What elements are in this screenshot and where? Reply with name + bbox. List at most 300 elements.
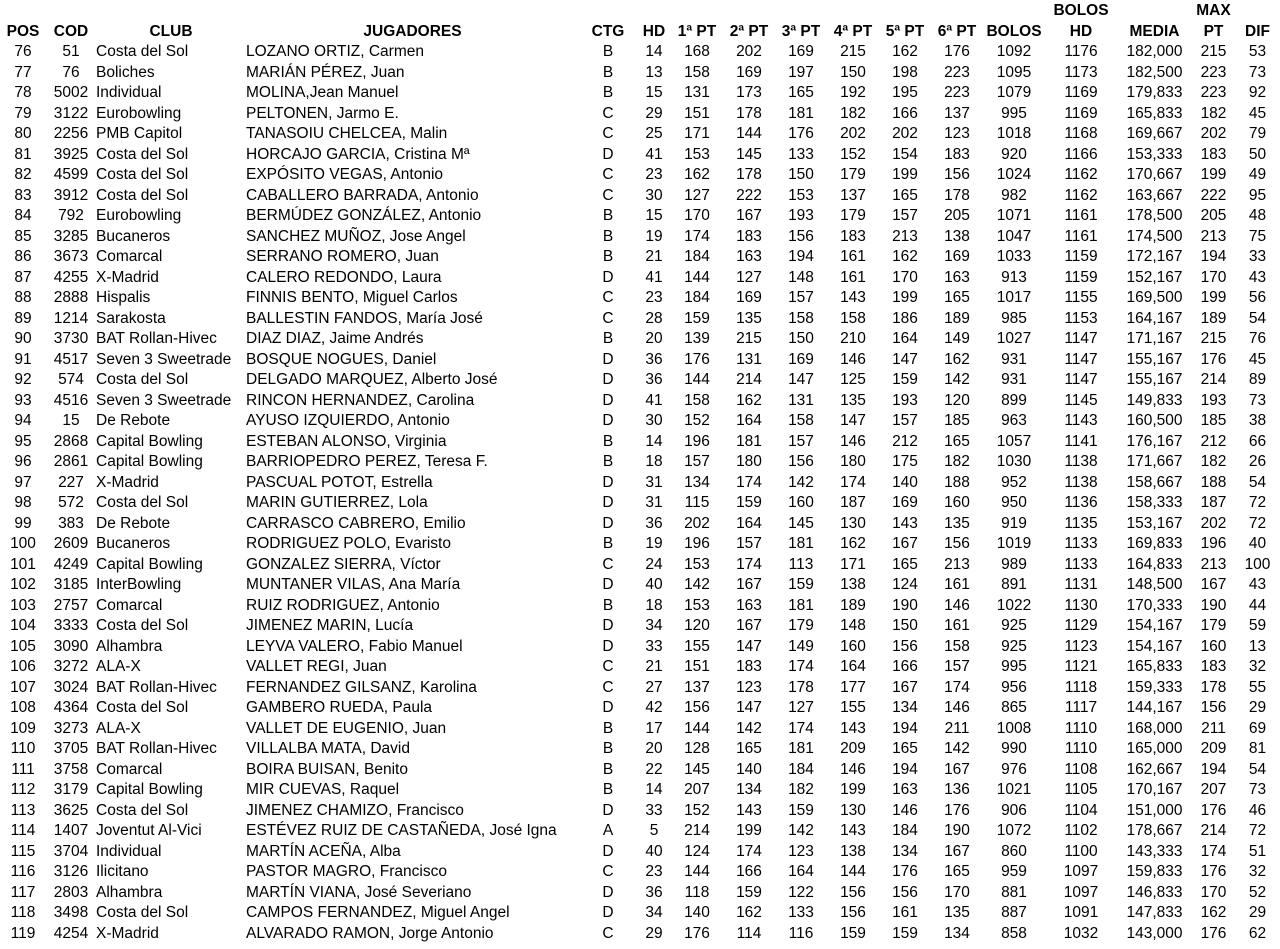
cell-jugador: JIMENEZ CHAMIZO, Francisco	[246, 801, 464, 819]
cell-club: Capital Bowling	[96, 555, 203, 573]
cell-club: Seven 3 Sweetrade	[96, 350, 232, 368]
cell-pt3: 142	[788, 822, 814, 839]
table-row	[0, 719, 1280, 740]
cell-club: Costa del Sol	[96, 186, 189, 204]
cell-pos: 80	[14, 125, 32, 142]
cell-club: BAT Rollan-Hivec	[96, 330, 217, 347]
cell-pos: 116	[10, 863, 36, 880]
cell-bolos: 1018	[996, 125, 1032, 142]
cell-pt1: 159	[684, 309, 710, 327]
cell-club: Alhambra	[96, 883, 163, 901]
cell-media: 182,000	[1126, 43, 1183, 60]
cell-max-pt: 170	[1200, 268, 1227, 286]
cell-dif: 40	[1248, 535, 1267, 552]
cell-pt4: 158	[840, 309, 866, 327]
cell-pt2: 181	[736, 432, 762, 450]
cell-pt4: 161	[840, 248, 866, 265]
cell-pt3: 123	[788, 842, 814, 860]
cell-pt5: 199	[892, 166, 918, 183]
cell-bolos: 891	[1001, 576, 1027, 593]
cell-club: Costa del Sol	[96, 494, 189, 511]
cell-pt2: 159	[736, 883, 762, 901]
cell-jugador: CAMPOS FERNANDEZ, Miguel Angel	[246, 904, 510, 921]
cell-pt1: 118	[684, 883, 710, 901]
cell-jugador: GAMBERO RUEDA, Paula	[246, 699, 433, 716]
cell-ctg: B	[602, 84, 614, 101]
cell-media: 146,833	[1126, 883, 1183, 901]
cell-pt2: 174	[736, 842, 762, 860]
cell-ctg: B	[602, 535, 614, 552]
cell-jugador: SERRANO ROMERO, Juan	[246, 248, 439, 265]
cell-ctg: D	[602, 883, 614, 901]
cell-cod: 572	[58, 494, 84, 511]
cell-max-pt: 190	[1200, 596, 1227, 614]
cell-pt1: 196	[684, 535, 710, 552]
cell-pt2: 142	[736, 719, 762, 737]
cell-bolos: 925	[1001, 637, 1027, 655]
cell-pt2: 163	[736, 596, 762, 614]
cell-jugador: BARRIOPEDRO PEREZ, Teresa F.	[246, 453, 488, 470]
cell-media: 151,000	[1126, 801, 1183, 819]
cell-pt6: 165	[944, 289, 970, 306]
cell-pt4: 171	[840, 555, 866, 573]
cell-club: Costa del Sol	[96, 145, 189, 163]
cell-jugador: ESTEBAN ALONSO, Virginia	[246, 432, 447, 450]
cell-pos: 88	[14, 289, 32, 306]
cell-pt5: 169	[892, 494, 918, 511]
cell-jugador: LOZANO ORTIZ, Carmen	[246, 43, 424, 60]
cell-max-pt: 196	[1200, 535, 1227, 552]
cell-pt4: 155	[840, 699, 866, 716]
cell-pt1: 171	[684, 125, 710, 142]
table-row	[0, 268, 1280, 289]
cell-pt4: 152	[840, 145, 866, 163]
cell-max-pt: 214	[1200, 371, 1227, 388]
cell-pt5: 154	[892, 145, 918, 163]
cell-pt4: 130	[840, 514, 866, 532]
cell-dif: 32	[1248, 863, 1267, 880]
cell-ctg: B	[602, 740, 614, 757]
cell-pt1: 158	[684, 391, 710, 409]
cell-dif: 29	[1248, 904, 1267, 921]
cell-cod: 2609	[53, 535, 89, 552]
cell-pt5: 176	[892, 863, 918, 880]
cell-pt6: 161	[944, 576, 970, 593]
cell-ctg: C	[602, 924, 614, 942]
cell-hd: 41	[645, 391, 663, 409]
cell-pt2: 167	[736, 617, 762, 634]
cell-pt3: 149	[788, 637, 814, 655]
cell-jugador: MARTÍN VIANA, José Severiano	[246, 883, 472, 901]
cell-pt4: 135	[840, 391, 866, 409]
cell-pt3: 181	[788, 596, 814, 614]
cell-pt1: 153	[684, 555, 710, 573]
header-max-bottom: PT	[1203, 23, 1224, 40]
cell-media: 169,667	[1126, 125, 1183, 142]
cell-pt4: 143	[840, 822, 866, 839]
cell-max-pt: 176	[1200, 350, 1227, 368]
cell-media: 168,000	[1126, 719, 1183, 737]
cell-ctg: D	[602, 699, 614, 716]
cell-jugador: CALERO REDONDO, Laura	[246, 268, 442, 286]
cell-max-pt: 174	[1200, 842, 1227, 860]
cell-media: 171,167	[1126, 330, 1183, 347]
cell-pt1: 145	[684, 760, 710, 778]
cell-bolos: 925	[1001, 617, 1027, 634]
cell-max-pt: 170	[1200, 883, 1227, 901]
cell-ctg: C	[602, 186, 614, 204]
cell-pt3: 164	[788, 863, 814, 880]
cell-pos: 78	[14, 84, 32, 101]
cell-max-pt: 182	[1200, 453, 1227, 470]
cell-dif: 100	[1244, 555, 1271, 573]
cell-bolos: 920	[1001, 145, 1027, 163]
cell-bolos: 919	[1001, 514, 1027, 532]
cell-bolos-hd: 1123	[1064, 637, 1098, 655]
cell-dif: 33	[1248, 248, 1267, 265]
cell-pos: 102	[10, 576, 36, 593]
cell-pos: 109	[10, 719, 36, 737]
cell-cod: 4254	[53, 924, 89, 942]
cell-bolos-hd: 1118	[1064, 678, 1098, 696]
cell-pos: 85	[14, 227, 32, 245]
cell-pt5: 157	[892, 207, 918, 224]
cell-jugador: AYUSO IZQUIERDO, Antonio	[246, 412, 450, 429]
cell-hd: 14	[645, 43, 663, 60]
cell-pt5: 159	[892, 924, 918, 942]
cell-bolos-hd: 1153	[1064, 309, 1098, 327]
cell-pt6: 178	[944, 186, 970, 204]
cell-media: 169,833	[1126, 535, 1183, 552]
cell-dif: 26	[1248, 453, 1267, 470]
cell-pt1: 162	[684, 166, 710, 183]
cell-pt3: 178	[788, 678, 814, 696]
cell-pt3: 160	[788, 494, 814, 511]
header-pt3: 3ª PT	[781, 23, 821, 40]
cell-bolos-hd: 1147	[1064, 330, 1098, 347]
cell-media: 172,167	[1126, 248, 1183, 265]
cell-hd: 19	[645, 227, 663, 245]
cell-ctg: D	[602, 268, 614, 286]
cell-pt3: 156	[788, 227, 814, 245]
cell-pt2: 147	[736, 637, 762, 655]
cell-bolos-hd: 1133	[1064, 555, 1098, 573]
cell-ctg: D	[602, 145, 614, 163]
cell-pt5: 190	[892, 596, 918, 614]
cell-pt1: 176	[684, 350, 710, 368]
table-row	[0, 350, 1280, 371]
cell-pos: 76	[14, 43, 32, 60]
header-dif: DIF	[1245, 23, 1270, 40]
cell-pt2: 157	[736, 535, 762, 552]
cell-club: Sarakosta	[96, 309, 166, 327]
cell-hd: 23	[645, 289, 663, 306]
cell-pt5: 162	[892, 43, 918, 60]
cell-ctg: B	[602, 453, 614, 470]
cell-club: InterBowling	[96, 576, 182, 593]
cell-bolos-hd: 1117	[1064, 699, 1098, 716]
cell-bolos-hd: 1110	[1064, 740, 1098, 757]
cell-pt3: 116	[788, 924, 814, 942]
cell-pt1: 196	[684, 432, 710, 450]
table-row	[0, 247, 1280, 268]
cell-pt5: 199	[892, 289, 918, 306]
cell-pt2: 169	[736, 63, 762, 81]
cell-pt2: 166	[736, 863, 762, 880]
cell-hd: 31	[645, 494, 663, 511]
cell-bolos: 1095	[996, 63, 1032, 81]
cell-pt4: 125	[840, 371, 866, 388]
cell-max-pt: 156	[1200, 699, 1227, 716]
cell-hd: 15	[645, 207, 663, 224]
cell-ctg: C	[602, 863, 614, 880]
cell-bolos: 1047	[996, 227, 1032, 245]
cell-media: 170,333	[1126, 596, 1183, 614]
cell-max-pt: 185	[1200, 412, 1227, 429]
cell-bolos: 1024	[996, 166, 1032, 183]
cell-bolos: 1079	[996, 84, 1032, 101]
table-row	[0, 227, 1280, 248]
cell-pt5: 167	[892, 678, 918, 696]
cell-pt3: 150	[788, 330, 814, 347]
cell-dif: 48	[1248, 207, 1267, 224]
cell-dif: 38	[1248, 412, 1267, 429]
cell-pt1: 142	[684, 576, 710, 593]
cell-ctg: D	[602, 842, 614, 860]
cell-jugador: MUNTANER VILAS, Ana María	[246, 576, 461, 593]
header-pt2: 2ª PT	[729, 23, 769, 40]
table-row	[0, 924, 1280, 945]
cell-bolos: 1033	[996, 248, 1032, 265]
cell-pt4: 209	[840, 740, 866, 757]
cell-hd: 42	[645, 699, 663, 716]
table-row	[0, 616, 1280, 637]
cell-pt1: 127	[684, 186, 710, 204]
cell-pt5: 140	[892, 473, 918, 491]
cell-club: Eurobowling	[96, 207, 182, 224]
cell-cod: 3333	[53, 617, 89, 634]
cell-ctg: D	[602, 371, 614, 388]
cell-media: 159,833	[1126, 863, 1183, 880]
cell-dif: 72	[1248, 494, 1267, 511]
table-row	[0, 63, 1280, 84]
table-row	[0, 432, 1280, 453]
cell-pt4: 138	[840, 842, 866, 860]
cell-bolos: 950	[1001, 494, 1027, 511]
cell-jugador: LEYVA VALERO, Fabio Manuel	[246, 637, 463, 655]
cell-ctg: C	[602, 166, 614, 183]
cell-pos: 96	[14, 453, 32, 470]
cell-pt1: 214	[684, 822, 710, 839]
cell-pt5: 156	[892, 883, 918, 901]
cell-pt3: 122	[788, 883, 814, 901]
cell-pt3: 157	[788, 432, 814, 450]
cell-pt6: 156	[944, 166, 970, 183]
cell-pos: 107	[10, 678, 36, 696]
cell-pt3: 147	[788, 371, 814, 388]
cell-dif: 13	[1248, 637, 1267, 655]
cell-media: 165,833	[1126, 104, 1183, 122]
cell-dif: 45	[1248, 104, 1267, 122]
cell-cod: 4516	[53, 391, 89, 409]
cell-dif: 51	[1248, 842, 1267, 860]
cell-pt6: 163	[944, 268, 970, 286]
cell-jugador: TANASOIU CHELCEA, Malin	[246, 125, 448, 142]
cell-pt2: 183	[736, 227, 762, 245]
cell-cod: 227	[58, 473, 84, 491]
cell-club: ALA-X	[96, 658, 141, 675]
cell-bolos: 1027	[996, 330, 1032, 347]
cell-ctg: B	[602, 227, 614, 245]
cell-hd: 31	[645, 473, 663, 491]
cell-pt5: 124	[892, 576, 918, 593]
cell-club: Costa del Sol	[96, 166, 189, 183]
cell-pt5: 193	[892, 391, 918, 409]
cell-hd: 36	[645, 883, 663, 901]
cell-pt2: 123	[736, 678, 762, 696]
cell-pt6: 176	[944, 801, 970, 819]
header-media: MEDIA	[1129, 23, 1180, 40]
cell-pt3: 131	[788, 391, 814, 409]
cell-jugador: CABALLERO BARRADA, Antonio	[246, 186, 479, 204]
cell-club: Capital Bowling	[96, 781, 203, 798]
cell-club: De Rebote	[96, 514, 171, 532]
cell-bolos-hd: 1129	[1064, 617, 1098, 634]
cell-dif: 45	[1248, 350, 1267, 368]
cell-dif: 81	[1248, 740, 1267, 757]
cell-bolos: 995	[1001, 658, 1027, 675]
cell-max-pt: 213	[1200, 555, 1227, 573]
cell-hd: 23	[645, 166, 663, 183]
cell-bolos-hd: 1147	[1064, 350, 1098, 368]
table-row	[0, 678, 1280, 699]
header-hd: HD	[642, 23, 666, 40]
cell-media: 174,500	[1126, 227, 1183, 245]
cell-ctg: B	[602, 248, 614, 265]
cell-dif: 72	[1248, 822, 1267, 839]
cell-pt6: 167	[944, 760, 970, 778]
table-row	[0, 883, 1280, 904]
cell-dif: 49	[1248, 166, 1267, 183]
cell-pt1: 131	[684, 84, 710, 101]
cell-club: De Rebote	[96, 412, 171, 429]
cell-pt4: 177	[840, 678, 866, 696]
cell-pt1: 124	[684, 842, 710, 860]
cell-bolos: 1008	[996, 719, 1032, 737]
cell-hd: 20	[645, 330, 663, 347]
cell-pt4: 138	[840, 576, 866, 593]
cell-jugador: GONZALEZ SIERRA, Víctor	[246, 555, 441, 573]
cell-pt2: 180	[736, 453, 762, 470]
cell-media: 170,167	[1126, 781, 1183, 798]
cell-club: Costa del Sol	[96, 371, 189, 388]
cell-pt1: 144	[684, 863, 710, 880]
header-pt4: 4ª PT	[833, 23, 873, 40]
cell-pos: 94	[14, 412, 32, 429]
cell-pt2: 174	[736, 555, 762, 573]
table-row	[0, 657, 1280, 678]
table-row	[0, 411, 1280, 432]
cell-max-pt: 189	[1200, 309, 1227, 327]
cell-club: Alhambra	[96, 637, 163, 655]
cell-pt3: 153	[788, 186, 814, 204]
cell-cod: 15	[62, 412, 80, 429]
cell-max-pt: 187	[1200, 494, 1227, 511]
cell-pt4: 147	[840, 412, 866, 429]
cell-jugador: DELGADO MARQUEZ, Alberto José	[246, 371, 498, 388]
cell-media: 144,167	[1126, 699, 1183, 716]
cell-hd: 40	[645, 842, 663, 860]
cell-cod: 3673	[53, 248, 89, 265]
cell-pt6: 167	[944, 842, 970, 860]
cell-pt2: 173	[736, 84, 762, 101]
table-row	[0, 534, 1280, 555]
cell-pt1: 139	[684, 330, 710, 347]
cell-pt5: 147	[892, 350, 918, 368]
cell-pos: 81	[14, 145, 32, 163]
cell-media: 159,333	[1126, 678, 1183, 696]
cell-dif: 95	[1248, 186, 1267, 204]
cell-dif: 44	[1248, 596, 1267, 614]
cell-bolos: 1019	[996, 535, 1032, 552]
cell-pt5: 186	[892, 309, 918, 327]
cell-bolos-hd: 1141	[1064, 432, 1098, 450]
cell-pt5: 202	[892, 125, 918, 142]
cell-media: 155,167	[1126, 350, 1183, 368]
cell-pt2: 159	[736, 494, 762, 511]
cell-pt3: 158	[788, 309, 814, 327]
cell-bolos-hd: 1168	[1064, 125, 1098, 142]
cell-club: Boliches	[96, 63, 155, 81]
cell-hd: 14	[645, 781, 663, 798]
cell-ctg: D	[602, 801, 614, 819]
cell-bolos: 990	[1001, 740, 1027, 757]
cell-pos: 90	[14, 330, 32, 347]
cell-hd: 41	[645, 268, 663, 286]
cell-hd: 29	[645, 104, 663, 122]
cell-ctg: D	[602, 473, 614, 491]
cell-jugador: BOIRA BUISAN, Benito	[246, 760, 408, 778]
cell-bolos: 860	[1001, 842, 1027, 860]
cell-hd: 23	[645, 863, 663, 880]
cell-dif: 73	[1248, 63, 1267, 81]
cell-bolos-hd: 1135	[1064, 514, 1098, 532]
cell-pt6: 146	[944, 596, 970, 614]
cell-bolos-hd: 1136	[1064, 494, 1098, 511]
cell-bolos-hd: 1166	[1064, 145, 1098, 163]
cell-pt4: 146	[840, 432, 866, 450]
cell-bolos-hd: 1155	[1064, 289, 1098, 306]
cell-bolos-hd: 1161	[1064, 227, 1098, 245]
cell-pt5: 175	[892, 453, 918, 470]
table-row	[0, 637, 1280, 658]
cell-pt1: 115	[684, 494, 710, 511]
cell-jugador: SANCHEZ MUÑOZ, Jose Angel	[246, 227, 466, 245]
cell-cod: 4364	[53, 699, 89, 716]
cell-pt4: 130	[840, 801, 866, 819]
cell-pos: 86	[14, 248, 32, 265]
cell-ctg: D	[602, 494, 614, 511]
cell-bolos-hd: 1176	[1064, 43, 1098, 60]
cell-cod: 4517	[53, 350, 89, 368]
cell-pt6: 162	[944, 350, 970, 368]
cell-pt1: 151	[684, 658, 710, 675]
cell-max-pt: 207	[1200, 781, 1227, 798]
cell-max-pt: 160	[1200, 637, 1227, 655]
cell-pt4: 215	[840, 43, 866, 60]
cell-club: BAT Rollan-Hivec	[96, 740, 217, 757]
cell-media: 154,167	[1126, 637, 1183, 655]
